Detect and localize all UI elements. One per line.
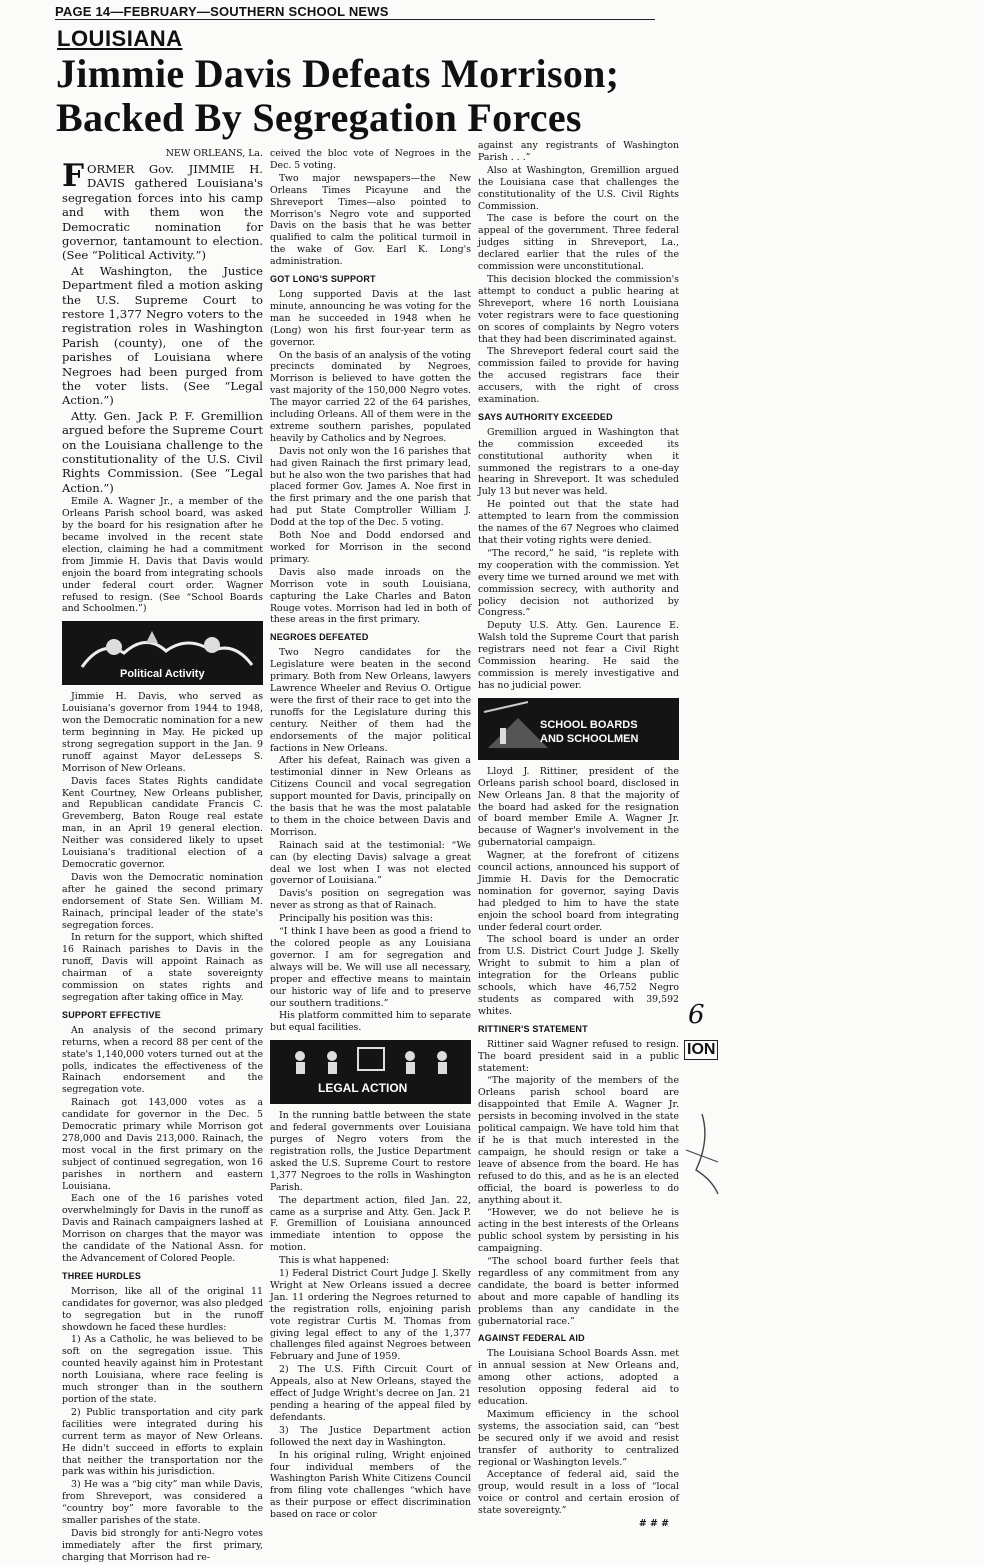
column-3 — [478, 140, 679, 1530]
paragraph: Morrison, like all of the original 11 candidates for governor, was also pledged to segregation but in the runoff showdown he faced these hurdles: — [62, 1285, 263, 1333]
end-mark: # # # — [638, 1518, 669, 1530]
paragraph: Davis not only won the 16 parishes that had given Rainach the first primary lead, but he also won the two parishes that had placed former Gov. James A. Noe first in the first primary and the one parish that had put State Comptroller William J. Dodd at the top of the Dec. 5 voting. — [270, 445, 471, 529]
paragraph: After his defeat, Rainach was given a testimonial dinner in New Orleans as Citizens Council and vocal segregation support mounted for Davis, principally on the basis that he was the most palatable to them in the choice between Davis and Morrison. — [270, 755, 471, 838]
subhead: SUPPORT EFFECTIVE — [62, 1009, 161, 1020]
paragraph: 3) He was a “big city” man while Davis, from Shreveport, was considered a “country boy” more favorable to the smaller parishes of the state. — [62, 1479, 263, 1527]
logo-line-2: AND SCHOOLMEN — [540, 732, 639, 745]
paragraph: The school board is under an order from U.S. District Court Judge J. Skelly Wright to submit to him a plan of integration for the Orleans public schools, which have 46,752 Negro students as compared with 39,592 whites. — [478, 934, 679, 1017]
paragraph: On the basis of an analysis of the voting precincts dominated by Negroes, Morrison is believed to have gotten the vast majority of the 150,000 Negro votes. The mayor carried 22 of the 64 parishes, including Orleans. All of them were in the extreme southern parishes, populated heavily by Catholics and by Negroes. — [270, 349, 471, 444]
paragraph: This decision blocked the commission's attempt to conduct a public hearing at Shreveport, where 16 north Louisiana voter registrars were to face questioning on scores of complaints by Negro voters that they had been discriminated against. — [478, 273, 679, 345]
dateline: NEW ORLEANS, La. — [165, 148, 263, 159]
paragraph: Two major newspapers—the New Orleans Times Picayune and the Shreveport Times—also pointed to Morrison's Negro vote and supported Davis on the basis that he was better qualified to calm the political turmoil in the wake of Gov. Earl K. Long's administration. — [270, 172, 471, 268]
paragraph: In return for the support, which shifted 16 Rainach parishes to Davis in the runoff, Davis will appoint Rainach as chairman of a state sovereignty commission on states rights and segregation after taking office in May. — [62, 932, 263, 1003]
paragraph: “The record,” he said, “is replete with my cooperation with the commission. Yet every time we turned around we met with commission secrecy, with authority and policy decision not authorized by Congress.” — [478, 547, 679, 619]
paragraph: ceived the bloc vote of Negroes in the Dec. 5 voting. — [270, 148, 471, 171]
logo-label: LEGAL ACTION — [318, 1081, 408, 1096]
paragraph: The Louisiana School Boards Assn. met in annual session at New Orleans and, among other actions, adopted a resolution opposing federal aid to education. — [478, 1348, 679, 1407]
paragraph: Davis faces States Rights candidate Kent Courtney, New Orleans publisher, and Republican candidate Francis C. Grevemberg, Baton Rouge real estate man, in an April 19 general election. Neither was considered likely to upset Louisiana's traditional election of a Democratic governor. — [62, 775, 263, 870]
paragraph: Principally his position was this: — [279, 913, 433, 925]
paragraph: The Shreveport federal court said the commission failed to provide for having the accused registrars face their accusers, with the right of cross examination. — [478, 346, 679, 406]
paragraph: Davis bid strongly for anti-Negro votes immediately after the first primary, charging that Morrison had re- — [62, 1527, 263, 1563]
paragraph: An analysis of the second primary returns, when a record 88 per cent of the state's 1,140,000 voters turned out at the polls, indicates the effectiveness of the Rainach endorsement and the segregation vote. — [62, 1024, 263, 1096]
paragraph: Both Noe and Dodd endorsed and worked for Morrison in the second primary. — [270, 530, 471, 565]
paragraph: Rainach said at the testimonial: “We can (by electing Davis) salvage a great deal we lost when I was not elected governor of Louisiana.” — [270, 839, 471, 887]
paragraph: Atty. Gen. Jack P. F. Gremillion argued before the Supreme Court on the Louisiana challenge to the constitutionality of the U.S. Civil Rights Commission. (See “Legal Action.”) — [62, 408, 263, 495]
pencil-mark — [682, 1110, 722, 1200]
paragraph: In his original ruling, Wright enjoined four individual members of the Washington Parish White Citizens Council from filing vote challenges “which have as their purpose or effect discrimination based on race or color — [270, 1449, 471, 1521]
paragraph: Davis also made inroads on the Morrison vote in south Louisiana, capturing the Lake Charles and Baton Rouge votes. Morrison had led in both of these areas in the first primary. — [270, 566, 471, 626]
paragraph: Gremillion argued in Washington that the commission exceeded its constitutional authority when it summoned the registrars to a one-day hearing in Shreveport. It was scheduled July 13 but never was held. — [478, 426, 679, 498]
paragraph: In the running battle between the state and federal governments over Louisiana purges of Negro voters from the registration rolls, the Justice Department asked the U.S. Supreme Court to restore 1,377 Negroes to the rolls in Washington Parish. — [270, 1110, 471, 1193]
logo-line-1: SCHOOL BOARDS — [540, 718, 638, 731]
lead-paragraph: FORMER Gov. JIMMIE H. DAVIS gathered Louisiana's segregation forces into his camp and with them won the Democratic nomination for governor, tantamount to election. (See “Political Activity.”) — [62, 157, 263, 263]
page-header: PAGE 14—FEBRUARY—SOUTHERN SCHOOL NEWS — [55, 4, 655, 20]
clipped-label: ION — [684, 1040, 718, 1060]
paragraph: Maximum efficiency in the school systems, the association said, can “best be secured only if we avoid and resist transfer of authority to centralized regional or Washington levels.” — [478, 1408, 679, 1468]
column-2 — [270, 148, 471, 1522]
paragraph: against any registrants of Washington Parish . . .” — [478, 140, 679, 163]
paragraph: Jimmie H. Davis, who served as Louisiana's governor from 1944 to 1948, won the Democratic nomination for a new term beginning in May. He picked up strong segregation support in the Jan. 9 runoff against Mayor deLesseps S. Morrison of New Orleans. — [62, 691, 263, 774]
paragraph: “The school board further feels that regardless of any commitment from any candidate, the board is better informed about and more capable of handling its problems than any candidate in the gubernatorial race.” — [478, 1256, 679, 1327]
paragraph: The department action, filed Jan. 22, came as a surprise and Atty. Gen. Jack P. F. Gremillion of Louisiana announced immediate intention to oppose the motion. — [270, 1194, 471, 1254]
paragraph: At Washington, the Justice Department filed a motion asking the U.S. Supreme Court to restore 1,377 Negro voters to the registration roles in Washington Parish (county), one of the parishes of Louisiana where Negroes had been purged from the voter lists. (See “Legal Action.”) — [62, 263, 263, 408]
headline: Jimmie Davis Defeats Morrison; Backed By Segregation Forces — [56, 51, 620, 140]
handwritten-mark: 6 — [688, 1000, 705, 1030]
paragraph: “The majority of the members of the Orleans parish school board are disappointed that Emile A. Wagner Jr. persists in becoming involved in the state political campaign. We have told him that if he is that much interested in the campaign, he should resign or take a leave of absence from the board. He has refused to do this, and as he is an elected official, the board is powerless to do anything about it. — [478, 1075, 679, 1206]
subhead: AGAINST FEDERAL AID — [478, 1333, 585, 1344]
paragraph: Rittiner said Wagner refused to resign. The board president said in a public statement: — [478, 1038, 679, 1074]
paragraph: “However, we do not believe he is acting in the best interests of the Orleans public school system by persisting in his campaigning. — [478, 1207, 679, 1255]
subhead: GOT LONG'S SUPPORT — [270, 274, 376, 285]
paragraph: The case is before the court on the appeal of the government. Three federal judges sitting in Shreveport, La., declared earlier that the rules of the commission were unconstitutional. — [478, 213, 679, 273]
paragraph: Lloyd J. Rittiner, president of the Orleans parish school board, disclosed in New Orleans Jan. 8 that the majority of the board had asked for the resignation of board member Emile A. Wagner Jr. because of Wagner's involvement in the gubernatorial campaign. — [478, 765, 679, 849]
paragraph: His platform committed him to separate but equal facilities. — [270, 1010, 471, 1034]
section-state: LOUISIANA — [57, 26, 183, 51]
paragraph: He pointed out that the state had attempted to learn from the commission the names of the 67 Negroes who claimed that their voting rights were denied. — [478, 499, 679, 546]
political-activity-logo — [62, 621, 263, 685]
paragraph: Wagner, at the forefront of citizens council actions, announced his support of Jimmie H. Davis for the Democratic nomination for governor, saying Davis had pledged to him to have the state enjoin the school board from integrating under federal court order. — [478, 850, 679, 933]
subhead: NEGROES DEFEATED — [270, 632, 369, 643]
paragraph: Davis's position on segregation was never as strong as that of Rainach. — [270, 888, 471, 912]
paragraph: 1) As a Catholic, he was believed to be soft on the segregation issue. This counted heavily against him in Protestant north Louisiana, where race feeling is much stronger than in the southern portion of the state. — [62, 1334, 263, 1405]
paragraph: 1) Federal District Court Judge J. Skelly Wright at New Orleans issued a decree Jan. 11 ordering the Negroes returned to the registration rolls, enjoining parish vote registrar Curtis M. Thomas from giving legal effect to any of the 1,377 challenges filed against Negroes between February and June of 1959. — [270, 1268, 471, 1363]
paragraph: Emile A. Wagner Jr., a member of the Orleans Parish school board, was asked by the board for his resignation after he became involved in the recent state election, claiming he had a commitment from Jimmie H. Davis that Davis would enjoin the board from integrating schools under federal court order. Wagner refused to resign. (See “School Boards and Schoolmen.”) — [62, 496, 263, 615]
paragraph: Rainach got 143,000 votes as a candidate for governor in the Dec. 5 Democratic primary while Morrison got 278,000 and Davis 213,000. Rainach, the most vocal in the first primary on the subject of continued segregation, won 16 parishes in northern and eastern Louisiana. — [62, 1097, 263, 1192]
paragraph: Two Negro candidates for the Legislature were beaten in the second primary. Both from New Orleans, lawyers Lawrence Wheeler and Revius O. Ortigue were the first of their race to get into the runoffs for the Legislature during this century. Neither of them had the endorsements of the major political factions in New Orleans. — [270, 647, 471, 754]
school-boards-logo — [478, 698, 679, 760]
paragraph: Acceptance of federal aid, said the group, would result in a loss of “local voice or control and certain erosion of state sovereignty.” — [478, 1469, 679, 1517]
paragraph: Also at Washington, Gremillion argued the Louisiana case that challenges the constitutionality of the U.S. Civil Rights Commission. — [478, 164, 679, 212]
subhead: SAYS AUTHORITY EXCEEDED — [478, 411, 613, 422]
subhead: THREE HURDLES — [62, 1270, 142, 1281]
logo-label: Political Activity — [120, 668, 205, 681]
paragraph: Davis won the Democratic nomination after he gained the second primary endorsement of State Sen. William M. Rainach, principal leader of the state's segregation forces. — [62, 871, 263, 931]
paragraph: Long supported Davis at the last minute, announcing he was voting for the man he succeeded in 1948 when he (Long) won his first four-year term as governor. — [270, 288, 471, 348]
paragraph: Deputy U.S. Atty. Gen. Laurence E. Walsh told the Supreme Court that parish registrars need not fear a Civil Right Commission hearing. He said the commission is merely investigative and has no judicial power. — [478, 620, 679, 691]
paragraph: 2) The U.S. Fifth Circuit Court of Appeals, also at New Orleans, stayed the effect of Judge Wright's decree on Jan. 21 pending a hearing of the appeal filed by defendants. — [270, 1364, 471, 1423]
column-1 — [62, 148, 263, 1565]
subhead: RITTINER'S STATEMENT — [478, 1023, 588, 1034]
paragraph: This is what happened: — [279, 1255, 390, 1267]
legal-action-logo — [270, 1040, 471, 1104]
paragraph: Each one of the 16 parishes voted overwhelmingly for Davis in the runoff as Davis and Rainach campaigners lashed at Morrison on charges that the mayor was the candidate of the National Assn. for the Advancement of Colored People. — [62, 1193, 263, 1264]
paragraph: 2) Public transportation and city park facilities were integrated during his current term as mayor of New Orleans. He didn't succeed in efforts to explain that neither the transportation nor the park was within his jurisdiction. — [62, 1406, 263, 1478]
paragraph: 3) The Justice Department action followed the next day in Washington. — [270, 1424, 471, 1448]
paragraph: “I think I have been as good a friend to the colored people as any Louisiana governor. I am for segregation and always will be. We will use all necessary, proper and effective means to maintain our historic way of life and to preserve our southern traditions.” — [270, 926, 471, 1009]
